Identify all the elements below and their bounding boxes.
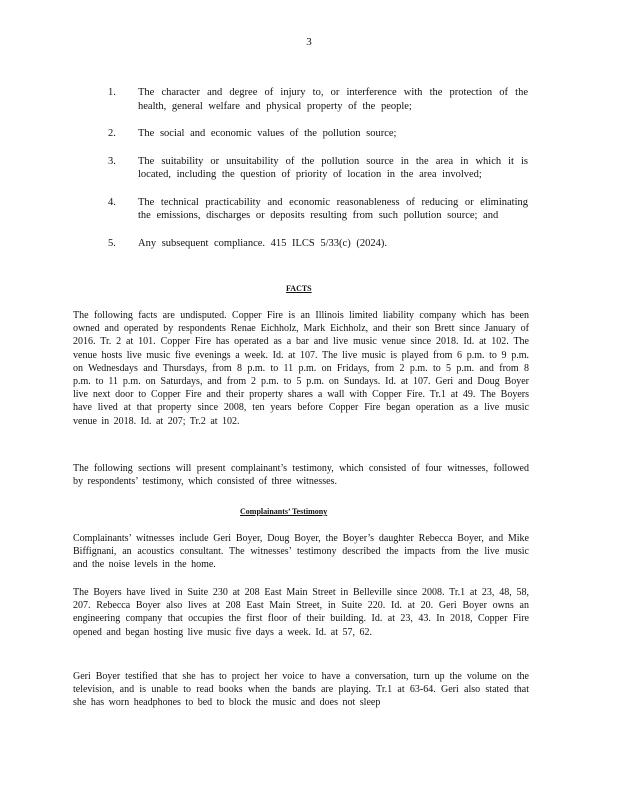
list-number: 3.	[108, 155, 116, 167]
list-number: 5.	[108, 237, 116, 249]
section-heading-complainants: Complainants’ Testimony	[240, 507, 328, 516]
factor-list	[108, 86, 528, 264]
list-item	[108, 86, 528, 113]
testimony-paragraph: The Boyers have lived in Suite 230 at 208 East Main Street in Belleville since 2008. Tr.1 at 23, 48, 58, 207. Rebecca Boyer also lives at 208 East Main Street, in Suite 220. Id. at 20. Geri Boyer owns an engineering company that occupies the first floor of their building. Id. at 23, 43. In 2018, Copper Fire opened and began hosting live music five days a week. Id. at 57, 62.	[73, 587, 529, 638]
list-item	[108, 237, 528, 251]
list-text: The social and economic values of the pollution source;	[138, 128, 397, 139]
list-text: The character and degree of injury to, or interference with the protection of the health, general welfare and physical property of the people;	[138, 87, 528, 112]
list-number: 1.	[108, 87, 116, 98]
facts-paragraph: The following facts are undisputed. Copper Fire is an Illinois limited liability company which has been owned and operated by respondents Renae Eichholz, Mark Eichholz, and their son Brett since January of 2016. Tr. 2 at 101. Copper Fire has operated as a bar and live music venue since 2018. Id. at 102. The venue hosts live music five evenings a week. Id. at 107. The live music is played from 6 p.m. to 9 p.m. on Wednesdays and Thursdays, from 8 p.m. to 11 p.m. on Fridays, from 2 p.m. to 5 p.m. and from 8 p.m. to 11 p.m. on Saturdays, and from 2 p.m. to 5 p.m. on Sundays. Id. at 107. Geri and Doug Boyer live next door to Copper Fire and their property shares a wall with Copper Fire. Tr.1 at 49. The Boyers have lived at that property since 2008, ten years before Copper Fire began operation as a live music venue in 2018. Id. at 207; Tr.2 at 102.	[73, 310, 529, 427]
list-item	[108, 155, 528, 182]
testimony-paragraph: Complainants’ witnesses include Geri Boyer, Doug Boyer, the Boyer’s daughter Rebecca Boyer, and Mike Biffignani, an acoustics consultant. The witnesses’ testimony described the impacts from the live music and the noise levels in the home.	[73, 533, 529, 571]
list-text: Any subsequent compliance. 415 ILCS 5/33(c) (2024).	[138, 237, 387, 249]
list-number: 4.	[108, 196, 116, 208]
testimony-paragraph: Geri Boyer testified that she has to project her voice to have a conversation, turn up the volume on the television, and is unable to read books when the bands are playing. Tr.1 at 63-64. Geri also stated that she has worn headphones to bed to block the music and does not sleep	[73, 671, 529, 709]
section-heading-facts: FACTS	[286, 284, 312, 293]
list-item	[108, 127, 528, 141]
list-number: 2.	[108, 128, 116, 139]
list-text: The suitability or unsuitability of the pollution source in the area in which it is located, including the question of priority of location in the area involved;	[138, 155, 528, 180]
page-number: 3	[306, 36, 312, 48]
facts-paragraph: The following sections will present complainant’s testimony, which consisted of four witnesses, followed by respondents’ testimony, which consisted of three witnesses.	[73, 463, 529, 488]
list-text: The technical practicability and economic reasonableness of reducing or eliminating the emissions, discharges or deposits resulting from such pollution source; and	[138, 196, 528, 221]
list-item	[108, 196, 528, 223]
